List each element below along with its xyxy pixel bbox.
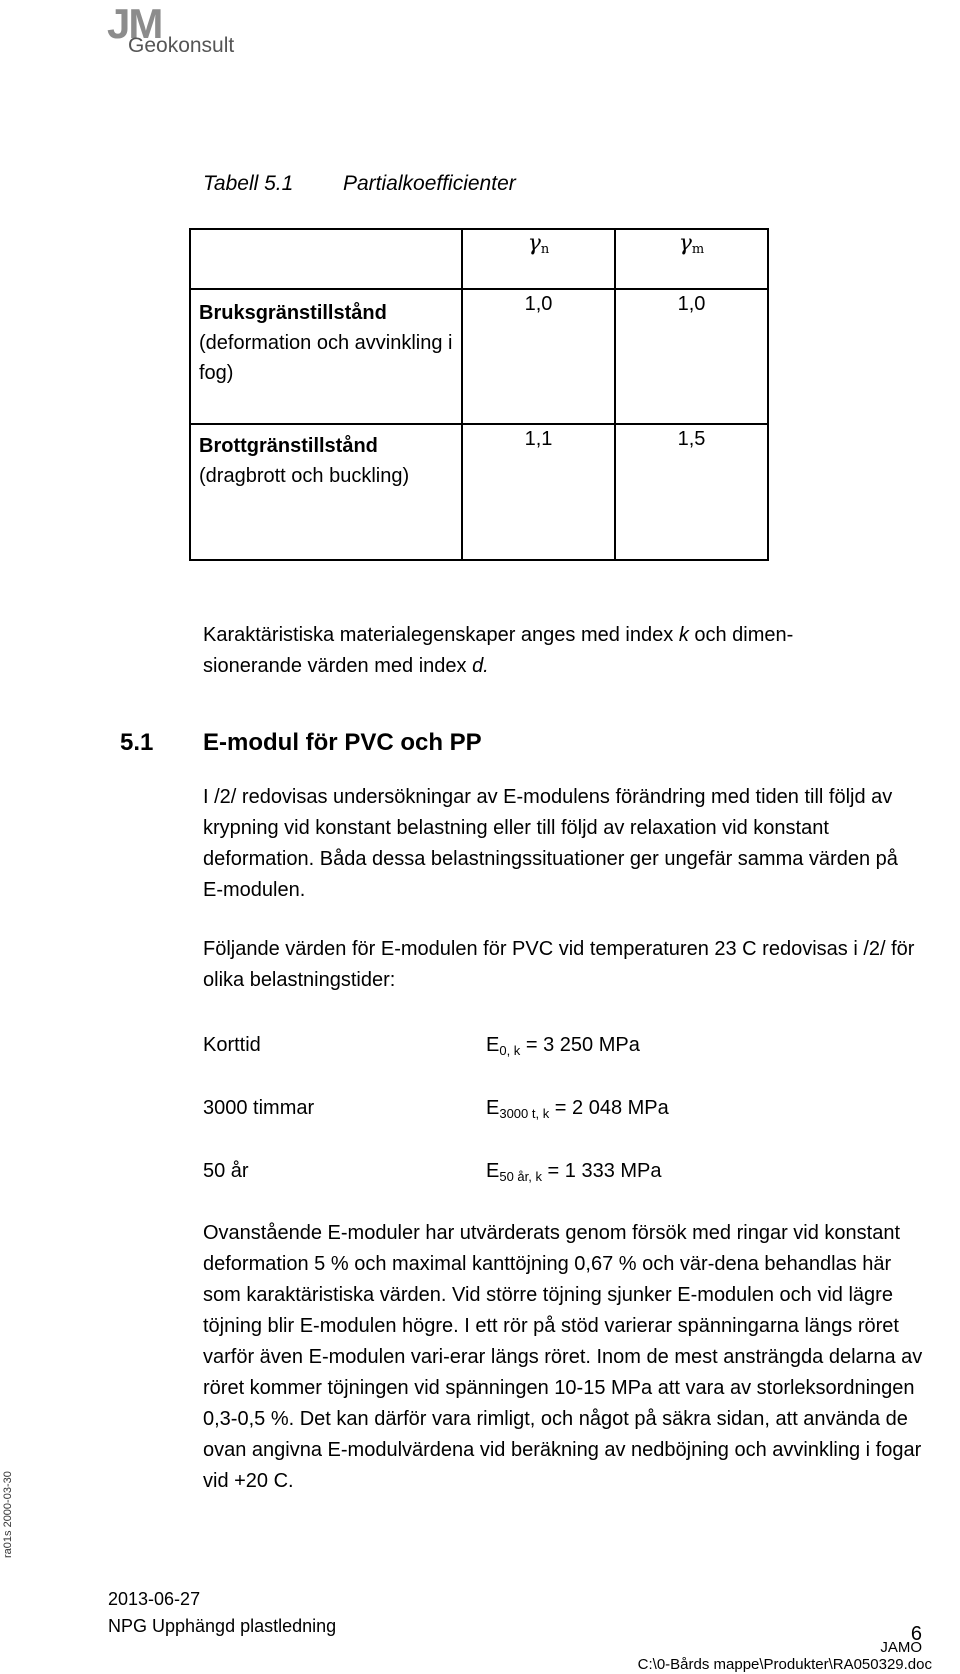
- partial-coefficients-table: [189, 228, 769, 561]
- modulus-row: [203, 1093, 669, 1123]
- paragraph-e-modulus-values-intro: Följande värden för E-modulen för PVC vid temperaturen 23 C redovisas i /2/ för olika belastningstider:: [203, 938, 915, 991]
- table-cell-gamma-m: 1,0: [615, 289, 768, 424]
- modulus-value: $E_{3000 t, k} = 2$ 048 MPa: [486, 1097, 669, 1121]
- modulus-row: [203, 1156, 662, 1186]
- modulus-value: $E_{50 år, k} = 1$ 333 MPa: [486, 1160, 662, 1184]
- table-header-gamma-n: $\gamma_n$: [462, 229, 615, 289]
- table-header-gamma-m: $\gamma_m$: [615, 229, 768, 289]
- table-cell-gamma-n: 1,1: [462, 424, 615, 560]
- table-row: [190, 424, 768, 560]
- company-logo-name: Geokonsult: [128, 34, 235, 57]
- section-title: E-modul för PVC och PP: [203, 729, 482, 756]
- section-heading: [120, 728, 482, 758]
- modulus-load-duration: 3000 timmar: [203, 1097, 315, 1119]
- table-cell-gamma-m: 1,5: [615, 424, 768, 560]
- footer-file-path: C:\0-Bårds mappe\Produkter\RA050329.doc: [637, 1656, 932, 1673]
- modulus-load-duration: 50 år: [203, 1160, 249, 1182]
- table-caption-number: Tabell 5.1: [203, 172, 294, 195]
- page-number: 6: [910, 1623, 922, 1645]
- modulus-row: [203, 1030, 640, 1060]
- company-logo-mark: JM: [107, 0, 162, 47]
- paragraph-e-modulus-investigation: I /2/ redovisas undersökningar av E-modulens förändring med tiden till följd av krypning vid konstant belastning eller till följd av relaxation vid konstant deformation. Båda dessa belastningssituationer ger ungefär samma värden på E-modulen.: [203, 786, 898, 901]
- footer-date: 2013-06-27: [108, 1589, 201, 1609]
- table-caption-title: Partialkoefficienter: [343, 172, 516, 195]
- modulus-load-duration: Korttid: [203, 1034, 261, 1056]
- table-row-label: Brottgränstillstånd (dragbrott och buckling): [190, 424, 462, 560]
- footer-project: NPG Upphängd plastledning: [108, 1616, 337, 1636]
- paragraph-characteristic-values: Karaktäristiska materialegenskaper anges med index k och dimen- sionerande värden med index d.: [203, 624, 794, 677]
- footer-author: JAMO: [880, 1639, 922, 1656]
- table-row: [190, 289, 768, 424]
- section-number: 5.1: [120, 729, 154, 756]
- table-row-label: Bruksgränstillstånd (deformation och avvinkling i fog): [190, 289, 462, 424]
- paragraph-e-modulus-evaluation: Ovanstående E-moduler har utvärderats genom försök med ringar vid konstant deformation 5 % och maximal kanttöjning 0,67 % och vär-dena behandlas här som karaktäristiska värden. Vid större töjning sjunker E-modulen och vid lägre töjning blir E-modulen högre. I ett rör på stöd varierar spänningarna längs röret varför även E-modulen vari-erar längs röret. Inom de mest ansträngda delarna av röret kommer töjningen vid spänningen 10-15 MPa att vara av storleksordningen 0,3-0,5 %. Det kan därför vara rimligt, och något på säkra sidan, att använda de ovan angivna E-modulvärdena vid beräkning av nedböjning och avvinkling i fogar vid +20 C.: [203, 1222, 923, 1492]
- document-template-label: ra01s 2000-03-30: [2, 1471, 14, 1558]
- table-header-empty-cell: [190, 229, 462, 289]
- modulus-value: $E_{0, k} = 3$ 250 MPa: [486, 1034, 640, 1058]
- table-cell-gamma-n: 1,0: [462, 289, 615, 424]
- table-caption: [203, 172, 516, 196]
- table-header-row: [190, 229, 768, 289]
